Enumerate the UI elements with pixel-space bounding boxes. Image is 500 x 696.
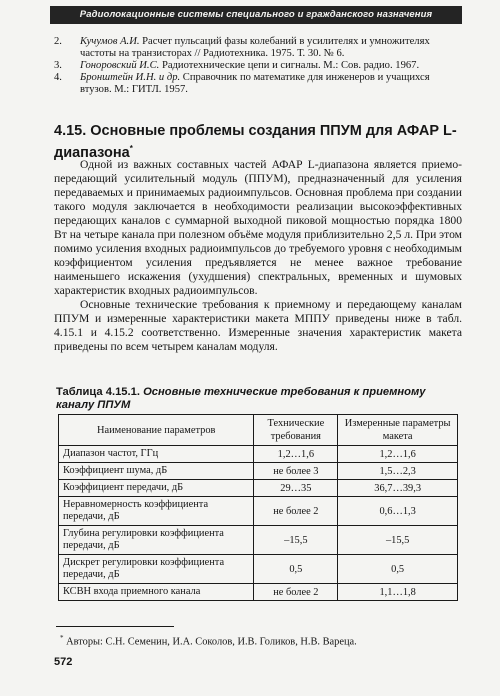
table-caption-title: Основные технические требования к приемному каналу ППУМ <box>56 386 426 411</box>
footnote-marker: * <box>129 144 133 153</box>
table-caption-label: Таблица 4.15.1. <box>56 386 140 398</box>
paragraph: Одной из важных составных частей АФАР L-диапазона является приемо-передающий усилительный модуль (ППУМ), предназначенный для усиления передаваемых и принимаемых радиоимпульсов. Основная проблема при создании такого модуля заключается в необходимости реализации высокоэффективных передающих каналов с суммарной выходной пиковой мощностью порядка 1800 Вт на четыре канала при полезном объёме модуля приблизительно 2,5 л. При этом помимо усиления входных радиоимпульсов до требуемого уровня с необходимым коэффициентом усиления предъявляется не менее важное требование наименьшего искажения (ухудшения) спектральных, временных и шумовых характеристик входных радиоимпульсов. <box>54 158 462 297</box>
column-header: Наименование параметров <box>59 415 254 446</box>
param-name-cell: КСВН входа приемного канала <box>59 584 254 601</box>
page-number: 572 <box>54 656 73 668</box>
column-header: Измеренные параметры макета <box>338 415 458 446</box>
requirement-cell: 1,2…1,6 <box>254 446 338 463</box>
reference-item <box>54 72 462 96</box>
table-row <box>59 555 458 584</box>
parameters-table <box>58 414 458 601</box>
table-row <box>59 446 458 463</box>
reference-number: 4. <box>54 72 62 83</box>
table-row <box>59 480 458 497</box>
measured-cell: 1,2…1,6 <box>338 446 458 463</box>
measured-cell: –15,5 <box>338 526 458 555</box>
requirement-cell: 0,5 <box>254 555 338 584</box>
reference-item <box>54 36 462 60</box>
reference-number: 3. <box>54 60 62 71</box>
measured-cell: 36,7…39,3 <box>338 480 458 497</box>
reference-list <box>54 36 462 96</box>
measured-cell: 0,5 <box>338 555 458 584</box>
param-name-cell: Неравномерность коэффициента передачи, дБ <box>59 497 254 526</box>
requirement-cell: 29…35 <box>254 480 338 497</box>
table-row <box>59 526 458 555</box>
footnote <box>60 632 460 648</box>
reference-author: Кучумов А.И. <box>80 36 140 47</box>
param-name-cell: Коэффициент передачи, дБ <box>59 480 254 497</box>
reference-item <box>54 60 462 72</box>
param-name-cell: Дискрет регулировки коэффициента передачи, дБ <box>59 555 254 584</box>
body-text <box>54 158 462 354</box>
param-name-cell: Диапазон частот, ГГц <box>59 446 254 463</box>
measured-cell: 1,5…2,3 <box>338 463 458 480</box>
section-heading <box>54 122 462 162</box>
table-header-row <box>59 415 458 446</box>
footnote-text: Авторы: С.Н. Семенин, И.А. Соколов, И.В. Голиков, Н.В. Вареца. <box>63 636 357 648</box>
requirement-cell: не более 2 <box>254 497 338 526</box>
reference-author: Бронштейн И.Н. и др. <box>80 72 181 83</box>
reference-text: Справочник по математике для инженеров и учащихся втузов. М.: ГИТЛ. 1957. <box>80 72 430 95</box>
table-row <box>59 497 458 526</box>
table-row <box>59 584 458 601</box>
reference-author: Гоноровский И.С. <box>80 60 160 71</box>
measured-cell: 1,1…1,8 <box>338 584 458 601</box>
footnote-divider <box>56 626 174 627</box>
param-name-cell: Коэффициент шума, дБ <box>59 463 254 480</box>
requirement-cell: –15,5 <box>254 526 338 555</box>
section-title: 4.15. Основные проблемы создания ППУМ для АФАР L-диапазона <box>54 123 457 161</box>
requirement-cell: не более 2 <box>254 584 338 601</box>
measured-cell: 0,6…1,3 <box>338 497 458 526</box>
reference-text: Радиотехнические цепи и сигналы. М.: Сов. радио. 1967. <box>159 60 420 71</box>
paragraph: Основные технические требования к приемному и передающему каналам ППУМ и измеренные характеристики макета МППУ приведены ниже в табл. 4.15.1 и 4.15.2 соответственно. Измеренные значения характеристик макета приведены по всем четырем каналам модуля. <box>54 298 462 353</box>
column-header: Технические требования <box>254 415 338 446</box>
footnote-mark: * <box>60 634 64 642</box>
running-header: Радиолокационные системы специального и гражданского назначения <box>50 6 462 24</box>
requirement-cell: не более 3 <box>254 463 338 480</box>
reference-number: 2. <box>54 36 62 47</box>
table-caption <box>56 386 456 412</box>
reference-text: Расчет пульсаций фазы колебаний в усилителях и умножителях частоты на транзисторах // Радиотехника. 1975. Т. 30. № 6. <box>80 36 430 59</box>
table-row <box>59 463 458 480</box>
param-name-cell: Глубина регулировки коэффициента передачи, дБ <box>59 526 254 555</box>
